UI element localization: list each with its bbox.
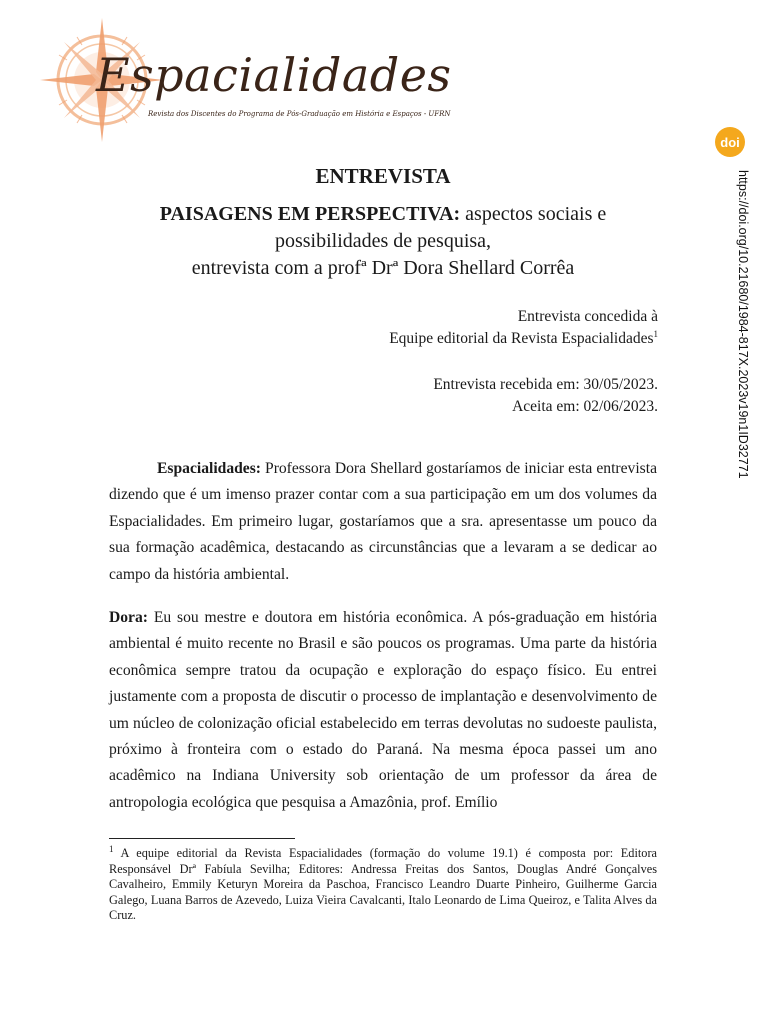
paragraph-text: Eu sou mestre e doutora em história econômica. A pós-graduação em história ambiental é muito recente no Brasil e são poucos os programas. Uma parte da história econômica sempre tratou da ocupação e exploração do espaço físico. Eu entrei justamente com a proposta de discutir o processo de implantação e desenvolvimento de um núcleo de colonização oficial estabelecido em terras devolutas no sudoeste paulista, próximo à fronteira com o estado do Paraná. Na mesma época passei um ano acadêmico na Indiana University sob orientação de um professor da área de antropologia ecológica que pesquisa a Amazônia, prof. Emílio	[109, 609, 657, 811]
journal-subtitle: Revista dos Discentes do Programa de Pós-Graduação em História e Espaços - UFRN	[148, 110, 451, 118]
paragraph-text: Professora Dora Shellard gostaríamos de iniciar esta entrevista dizendo que é um imenso prazer contar com a sua participação em um dos volumes da Espacialidades. Em primeiro lugar, gostaríamos que a sra. apresentasse um pouco da sua formação acadêmica, destacando as circunstâncias que a levaram a se dedicar ao campo da história ambiental.	[109, 460, 657, 583]
doi-badge[interactable]: doi	[715, 127, 745, 157]
doi-link[interactable]: https://doi.org/10.21680/1984-817X.2023v19n1ID32771	[736, 170, 750, 479]
journal-name: Espacialidades	[96, 48, 452, 102]
received-date: Entrevista recebida em: 30/05/2023.	[433, 376, 658, 393]
article-title	[90, 201, 676, 282]
article-kind: ENTREVISTA	[315, 164, 451, 188]
accepted-date: Aceita em: 02/06/2023.	[512, 398, 658, 415]
title-rest-2: possibilidades de pesquisa,	[274, 230, 492, 252]
title-bold: PAISAGENS EM PERSPECTIVA:	[159, 203, 461, 225]
footnote-divider	[109, 838, 295, 839]
given-line-1: Entrevista concedida à	[517, 308, 658, 325]
speaker-label: Espacialidades:	[157, 460, 261, 477]
title-rest-3: entrevista com a profª Drª Dora Shellard Corrêa	[191, 257, 575, 279]
footnote-text: A equipe editorial da Revista Espacialidades (formação do volume 19.1) é composta por: Editora Responsável Drª Fabíula Sevilha; Editores: Andressa Freitas dos Santos, Douglas André Gonçalves Cavalheiro, Emmily Keturyn Moreira da Paschoa, Francisco Leandro Duarte Pinheiro, Guilherme Garcia Galego, Luana Barros de Azevedo, Luiza Vieira Cavalcanti, Italo Leonardo de Lima Queiroz, e Talita Alves da Cruz.	[109, 846, 657, 923]
paragraph-answer	[109, 605, 657, 816]
interview-dates	[433, 374, 658, 418]
footnote-ref[interactable]: 1	[653, 328, 658, 339]
footnote	[109, 843, 657, 924]
speaker-label: Dora:	[109, 609, 148, 626]
journal-logo	[40, 14, 452, 149]
paragraph-question	[109, 456, 657, 588]
footnote-mark: 1	[109, 843, 114, 854]
given-line-2: Equipe editorial da Revista Espacialidades	[389, 330, 654, 347]
title-rest-1: aspectos sociais e	[460, 203, 607, 225]
interview-given-to	[389, 306, 658, 350]
